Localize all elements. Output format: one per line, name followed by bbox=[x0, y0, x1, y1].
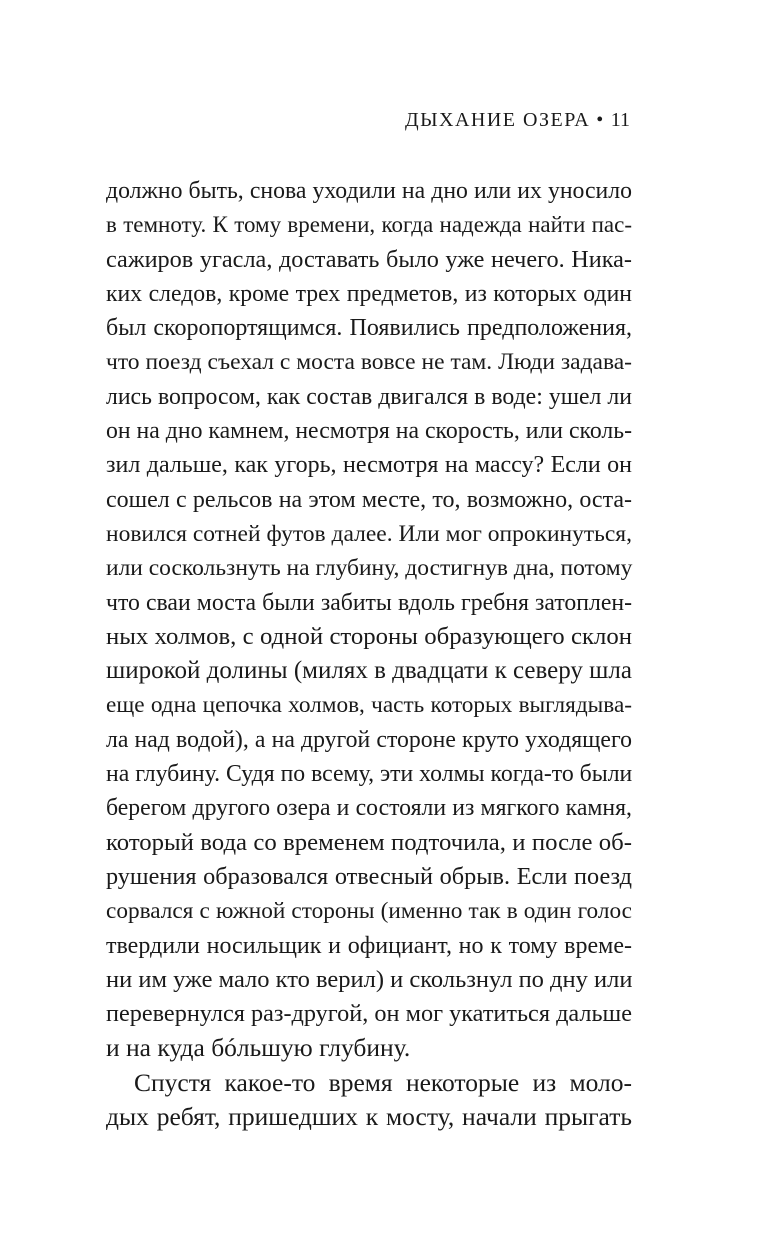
text-line: сорвался с южной стороны (именно так в один голос bbox=[106, 898, 632, 925]
text-line: зил дальше, как угорь, несмотря на массу? Если он bbox=[106, 452, 632, 479]
header-separator: • bbox=[596, 109, 605, 131]
text-line: или соскользнуть на глубину, достигнув дна, потому bbox=[106, 555, 633, 582]
text-line: ла над водой), а на другой стороне круто уходящего bbox=[106, 726, 632, 753]
text-line: и на куда бóльшую глубину. bbox=[106, 1033, 411, 1063]
text-line: на глубину. Судя по всему, эти холмы когда-то были bbox=[106, 761, 633, 788]
text-line: широкой долины (милях в двадцати к северу шла bbox=[106, 657, 632, 685]
text-line: сажиров угасла, доставать было уже нечего. Ника- bbox=[106, 245, 632, 273]
text-line: был скоропортящимся. Появились предположения, bbox=[106, 315, 632, 342]
text-line: Спустя какое-то время некоторые из моло- bbox=[134, 1067, 632, 1097]
body-text bbox=[106, 174, 632, 1134]
text-line: который вода со временем подточила, и после об- bbox=[106, 828, 632, 856]
text-line: в темноту. К тому времени, когда надежда найти пас- bbox=[106, 212, 632, 238]
text-line: дых ребят, пришедших к мосту, начали прыгать bbox=[106, 1102, 632, 1132]
text-line: ких следов, кроме трех предметов, из которых один bbox=[106, 280, 632, 307]
running-head bbox=[405, 105, 630, 135]
page-number: 11 bbox=[610, 109, 630, 131]
text-line: берегом другого озера и состояли из мягкого камня, bbox=[106, 795, 632, 822]
text-line: новился сотней футов далее. Или мог опрокинуться, bbox=[106, 520, 632, 547]
text-line: еще одна цепочка холмов, часть которых выглядыва- bbox=[106, 692, 632, 719]
text-line: сошел с рельсов на этом месте, то, возможно, оста- bbox=[106, 486, 632, 513]
text-line: твердили носильщик и официант, но к тому време- bbox=[106, 932, 632, 959]
text-line: он на дно камнем, несмотря на скорость, или сколь- bbox=[106, 418, 632, 445]
text-line: лись вопросом, как состав двигался в воде: ушел ли bbox=[106, 383, 632, 410]
running-title: ДЫХАНИЕ ОЗЕРА bbox=[404, 109, 591, 131]
text-line: перевернулся раз-другой, он мог укатиться дальше bbox=[106, 1000, 632, 1028]
text-line: что поезд съехал с моста вовсе не там. Люди задава- bbox=[106, 349, 632, 376]
text-line: ных холмов, с одной стороны образующего склон bbox=[106, 622, 632, 650]
text-line: рушения образовался отвесный обрыв. Если поезд bbox=[106, 862, 632, 890]
text-line: должно быть, снова уходили на дно или их уносило bbox=[106, 178, 632, 204]
text-line: что сваи моста были забиты вдоль гребня затоплен- bbox=[106, 589, 632, 616]
text-line: ни им уже мало кто верил) и скользнул по дну или bbox=[106, 965, 633, 993]
